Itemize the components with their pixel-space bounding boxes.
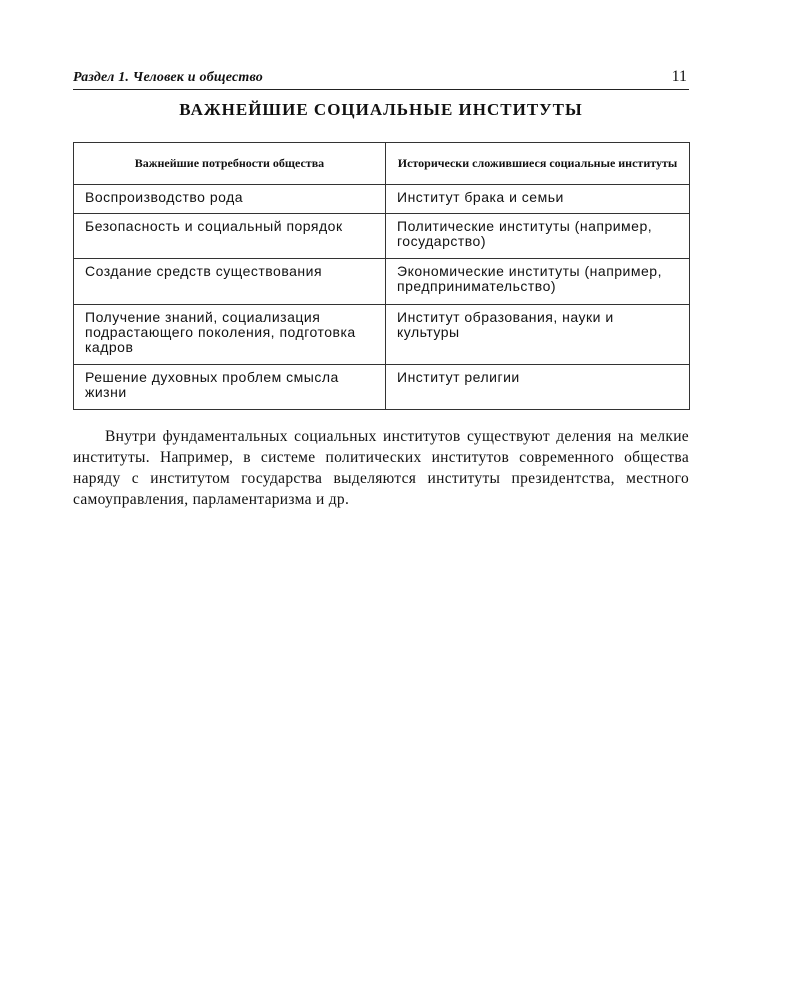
body-paragraph: Внутри фундаментальных социальных институтов существуют деления на мелкие институты. Например, в системе политических институтов современного общества наряду с институтом государства выделяются институты президентства, местного самоуправления, парламентаризма и др. bbox=[73, 428, 689, 508]
table-header-row bbox=[74, 143, 690, 185]
table-row bbox=[74, 185, 690, 214]
need-cell: Получение знаний, социализация подрастающего поколения, подготовка кадров bbox=[74, 305, 386, 365]
page-number: 11 bbox=[671, 68, 687, 85]
institute-cell: Институт брака и семьи bbox=[386, 185, 690, 214]
need-cell: Создание средств существования bbox=[74, 259, 386, 305]
need-cell: Решение духовных проблем смысла жизни bbox=[74, 365, 386, 410]
institute-cell: Экономические институты (например, предпринимательство) bbox=[386, 259, 690, 305]
need-cell: Воспроизводство рода bbox=[74, 185, 386, 214]
institute-cell: Институт религии bbox=[386, 365, 690, 410]
column-header-institutes: Исторически сложившиеся социальные институты bbox=[386, 143, 690, 185]
table-row bbox=[74, 259, 690, 305]
table-row bbox=[74, 305, 690, 365]
section-title: Раздел 1. Человек и общество bbox=[73, 70, 263, 85]
book-page bbox=[73, 66, 689, 510]
institutes-table bbox=[73, 142, 690, 410]
running-header bbox=[73, 66, 689, 90]
need-cell: Безопасность и социальный порядок bbox=[74, 214, 386, 259]
table-row bbox=[74, 365, 690, 410]
institute-cell: Политические институты (например, государство) bbox=[386, 214, 690, 259]
page-title: ВАЖНЕЙШИЕ СОЦИАЛЬНЫЕ ИНСТИТУТЫ bbox=[179, 100, 583, 119]
table-row bbox=[74, 214, 690, 259]
institute-cell: Институт образования, науки и культуры bbox=[386, 305, 690, 365]
column-header-needs: Важнейшие потребности общества bbox=[74, 143, 386, 185]
